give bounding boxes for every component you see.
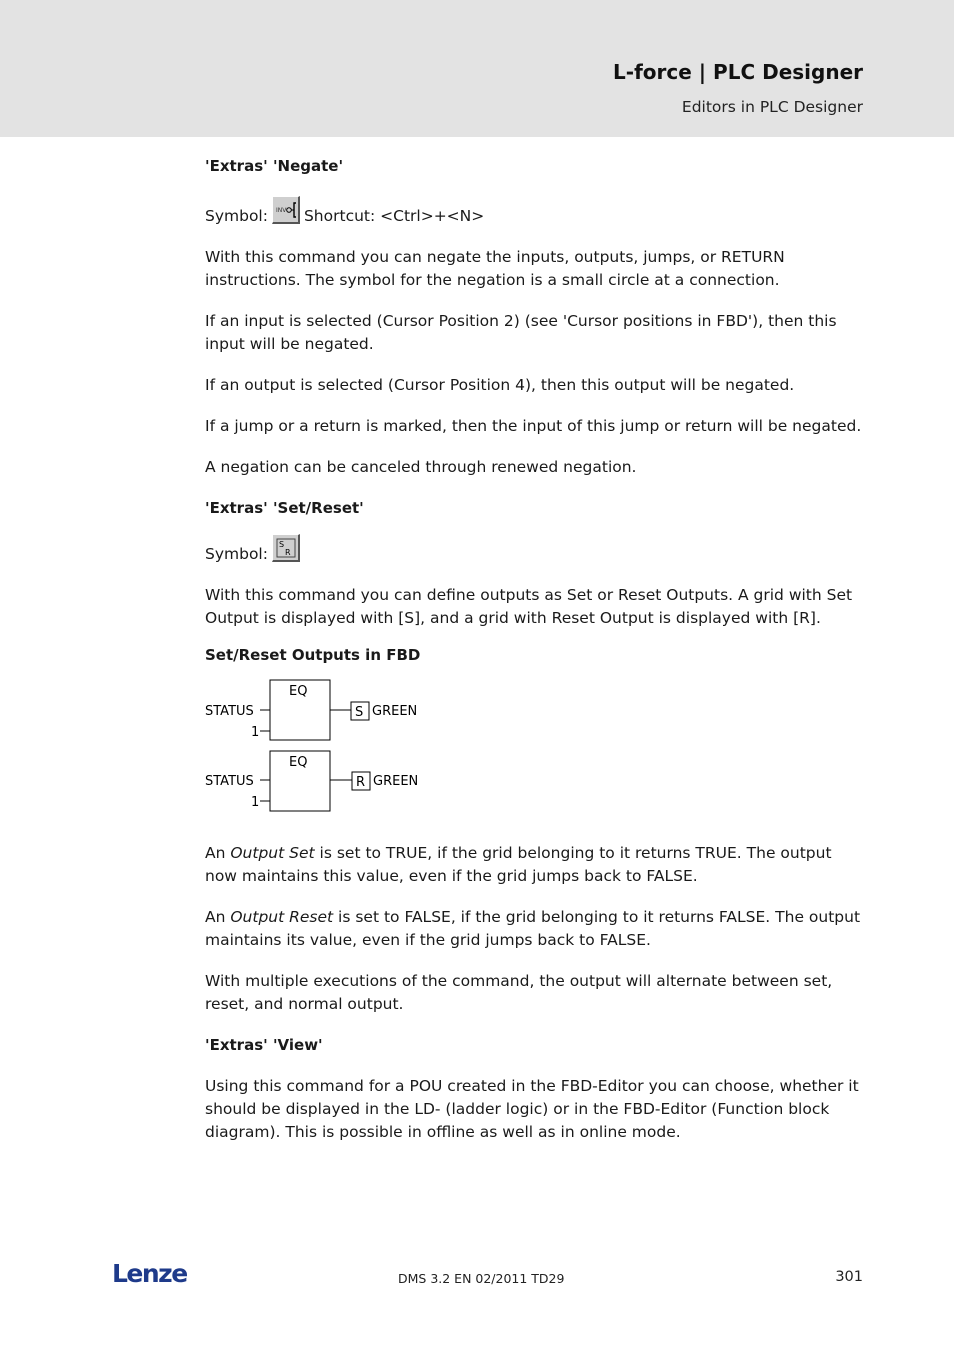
lenze-logo (112, 1259, 192, 1291)
fbd-block-1-output: GREEN (372, 704, 418, 719)
fbd-block-2-output: GREEN (373, 774, 419, 789)
svg-text:S: S (278, 540, 285, 549)
fbd-block-2 (205, 751, 418, 811)
setreset-heading: 'Extras' 'Set/Reset' (205, 499, 364, 517)
negate-icon[interactable] (272, 196, 300, 224)
negate-paragraph-3: If an output is selected (Cursor Position 4), then this output will be negated. (205, 376, 795, 394)
fbd-block-1-flag: S (355, 705, 364, 720)
fbd-block-1-label: EQ (289, 684, 308, 699)
setreset-subheading: Set/Reset Outputs in FBD (205, 646, 421, 664)
setreset-paragraph-1: With this command you can define outputs as Set or Reset Outputs. A grid with Set Output is displayed with [S], and a grid with Reset Output is displayed with [R]. (205, 586, 853, 627)
svg-text:R: R (284, 548, 291, 557)
set-reset-icon[interactable] (272, 534, 300, 562)
negate-paragraph-2: If an input is selected (Cursor Position 2) (see 'Cursor positions in FBD'), then this input will be negated. (205, 312, 837, 353)
setreset-p3-post: is set to FALSE, if the grid belonging to it returns FALSE. The output maintains its value, even if the grid jumps back to FALSE. (205, 908, 861, 949)
fbd-block-2-label: EQ (289, 755, 308, 770)
setreset-p2-post: is set to TRUE, if the grid belonging to it returns TRUE. The output now maintains this value, even if the grid jumps back to FALSE. (205, 844, 832, 885)
page-header (0, 0, 954, 137)
negate-symbol-row (205, 196, 865, 228)
fbd-block-1 (205, 680, 417, 740)
page-content (205, 155, 865, 1144)
fbd-block-2-flag: R (356, 775, 366, 790)
setreset-p3-pre: An (205, 908, 231, 926)
negate-paragraph-5: A negation can be canceled through renewed negation. (205, 458, 637, 476)
setreset-paragraph-4: With multiple executions of the command, the output will alternate between set, reset, and normal output. (205, 972, 833, 1013)
fbd-block-1-input1: STATUS (205, 704, 254, 719)
fbd-block-2-input1: STATUS (205, 774, 254, 789)
lenze-logo-text: Lenze (112, 1259, 187, 1287)
svg-text:INV: INV (275, 207, 287, 214)
setreset-paragraph-3 (205, 906, 865, 952)
negate-shortcut: Shortcut: <Ctrl>+<N> (303, 207, 485, 225)
output-set-term: Output Set (230, 844, 315, 862)
negate-paragraph-4: If a jump or a return is marked, then the input of this jump or return will be negated. (205, 417, 862, 435)
page-number: 301 (835, 1269, 863, 1285)
header-title: L-force | PLC Designer (613, 60, 863, 84)
negate-symbol-label: Symbol: (205, 207, 268, 225)
setreset-symbol-row (205, 534, 865, 566)
setreset-symbol-label: Symbol: (205, 545, 268, 563)
negate-heading: 'Extras' 'Negate' (205, 157, 344, 175)
footer-doc-ref: DMS 3.2 EN 02/2011 TD29 (398, 1271, 565, 1286)
negate-paragraph-1: With this command you can negate the inputs, outputs, jumps, or RETURN instructions. The symbol for the negation is a small circle at a connection. (205, 248, 785, 289)
setreset-p2-pre: An (205, 844, 231, 862)
view-heading: 'Extras' 'View' (205, 1036, 323, 1054)
fbd-block-2-input2: 1 (251, 795, 260, 810)
view-paragraph-1: Using this command for a POU created in the FBD-Editor you can choose, whether it should be displayed in the LD- (ladder logic) or in the FBD-Editor (Function block diagram). This is possible in offline as well as in online mode. (205, 1077, 859, 1141)
fbd-diagram (205, 679, 465, 821)
setreset-paragraph-2 (205, 842, 865, 888)
header-subtitle: Editors in PLC Designer (681, 98, 863, 116)
fbd-block-1-input2: 1 (251, 725, 260, 740)
output-reset-term: Output Reset (230, 908, 334, 926)
